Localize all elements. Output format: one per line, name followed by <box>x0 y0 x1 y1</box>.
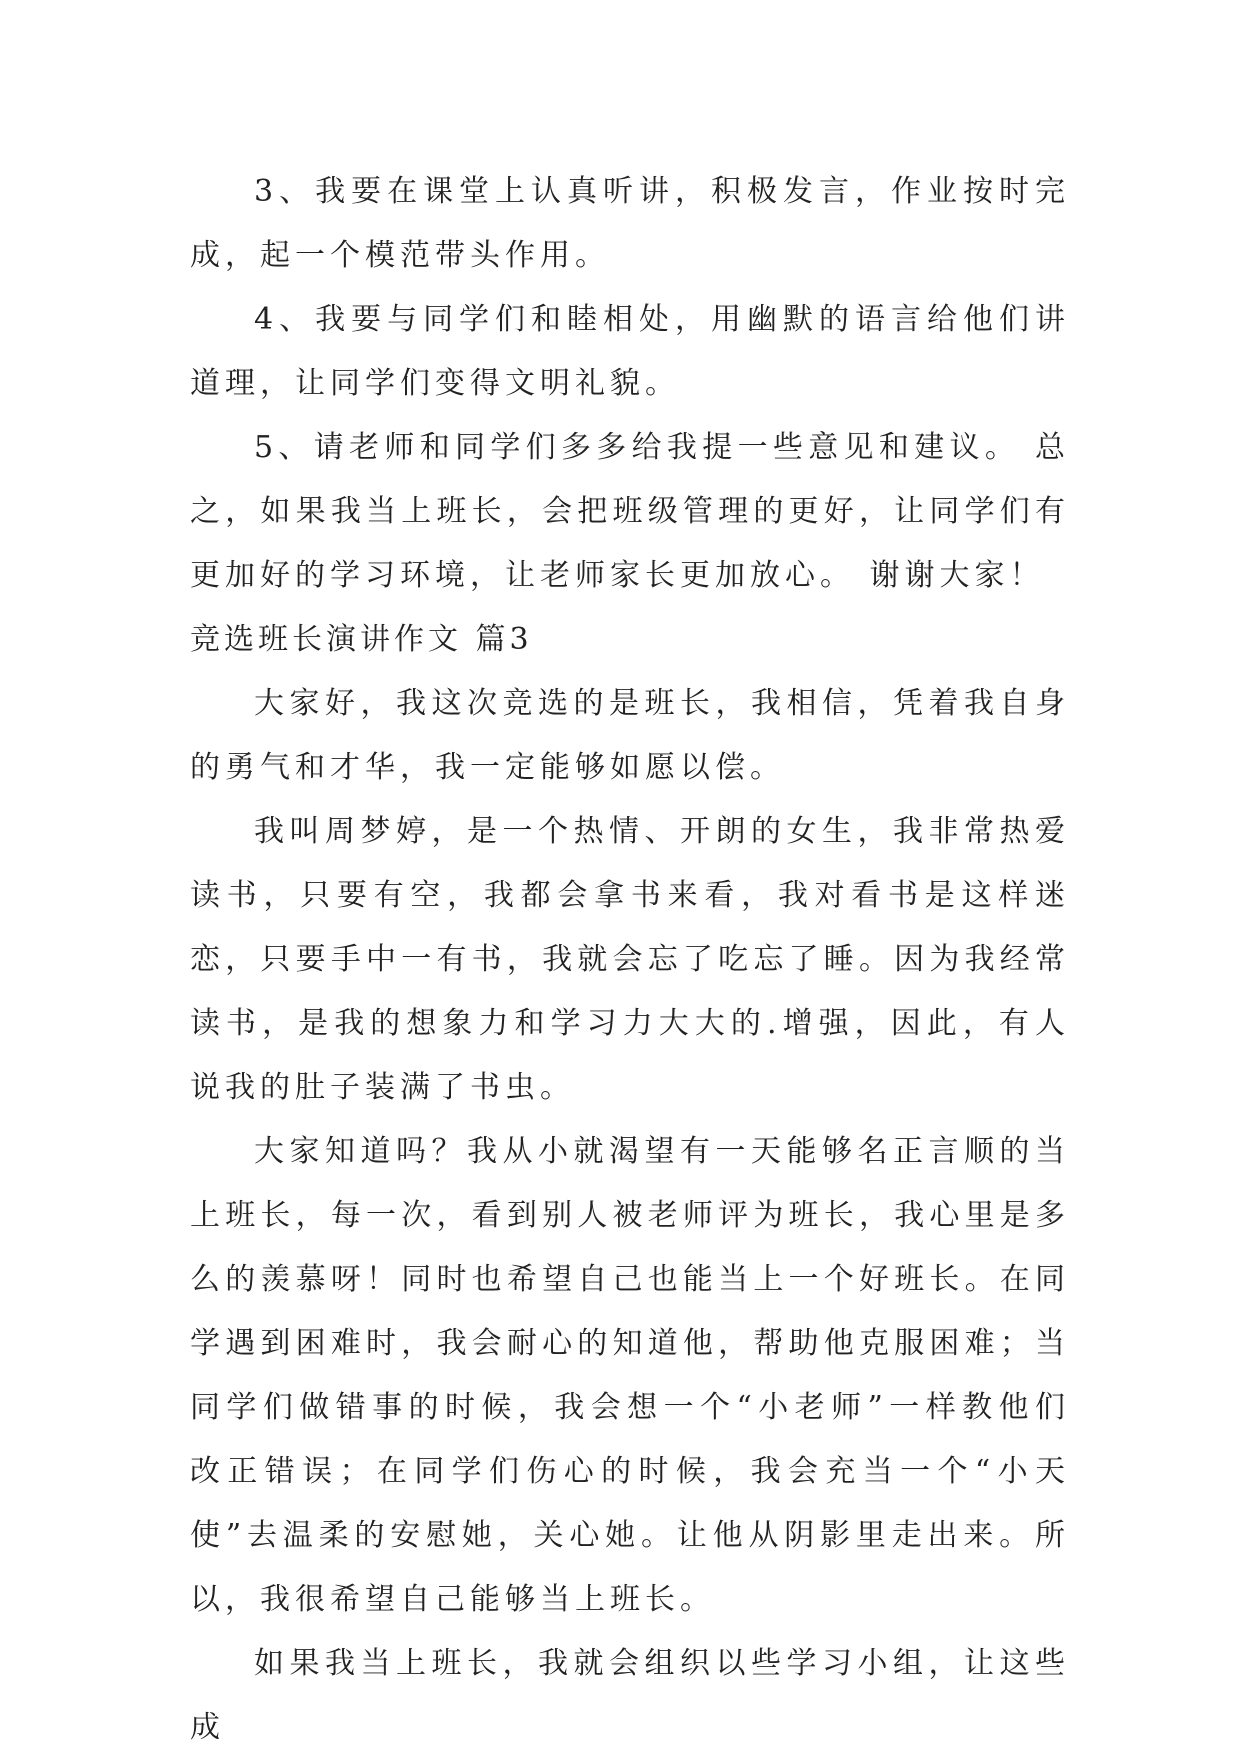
paragraph-aspiration: 大家知道吗？我从小就渴望有一天能够名正言顺的当上班长，每一次，看到别人被老师评为班长，我心里是多么的羡慕呀！同时也希望自己也能当上一个好班长。在同学遇到困难时，我会耐心的知道他，帮助他克服困难；当同学们做错事的时候，我会想一个“小老师”一样教他们改正错误；在同学们伤心的时候，我会充当一个“小天使”去温柔的安慰她，关心她。让他从阴影里走出来。所以，我很希望自己能够当上班长。 <box>190 1134 1070 1617</box>
paragraph-introduction: 我叫周梦婷，是一个热情、开朗的女生，我非常热爱读书，只要有空，我都会拿书来看，我对看书是这样迷恋，只要手中一有书，我就会忘了吃忘了睡。因为我经常读书，是我的想象力和学习力大大的.增强，因此，有人说我的肚子装满了书虫。 <box>190 814 1070 1105</box>
paragraph-item-5: 5、请老师和同学们多多给我提一些意见和建议。 总之，如果我当上班长，会把班级管理的更好，让同学们有更加好的学习环境，让老师家长更加放心。 谢谢大家！ <box>190 430 1070 593</box>
paragraph-item-3: 3、我要在课堂上认真听讲，积极发言，作业按时完成，起一个模范带头作用。 <box>190 174 1070 273</box>
paragraph-item-4: 4、我要与同学们和睦相处，用幽默的语言给他们讲道理，让同学们变得文明礼貌。 <box>190 302 1070 401</box>
section-title: 竞选班长演讲作文 篇3 <box>190 622 533 657</box>
document-body <box>190 160 1070 1760</box>
paragraph-plan: 如果我当上班长，我就会组织以些学习小组，让这些成 <box>190 1646 1070 1745</box>
paragraph-greeting: 大家好，我这次竞选的是班长，我相信，凭着我自身的勇气和才华，我一定能够如愿以偿。 <box>190 686 1070 785</box>
